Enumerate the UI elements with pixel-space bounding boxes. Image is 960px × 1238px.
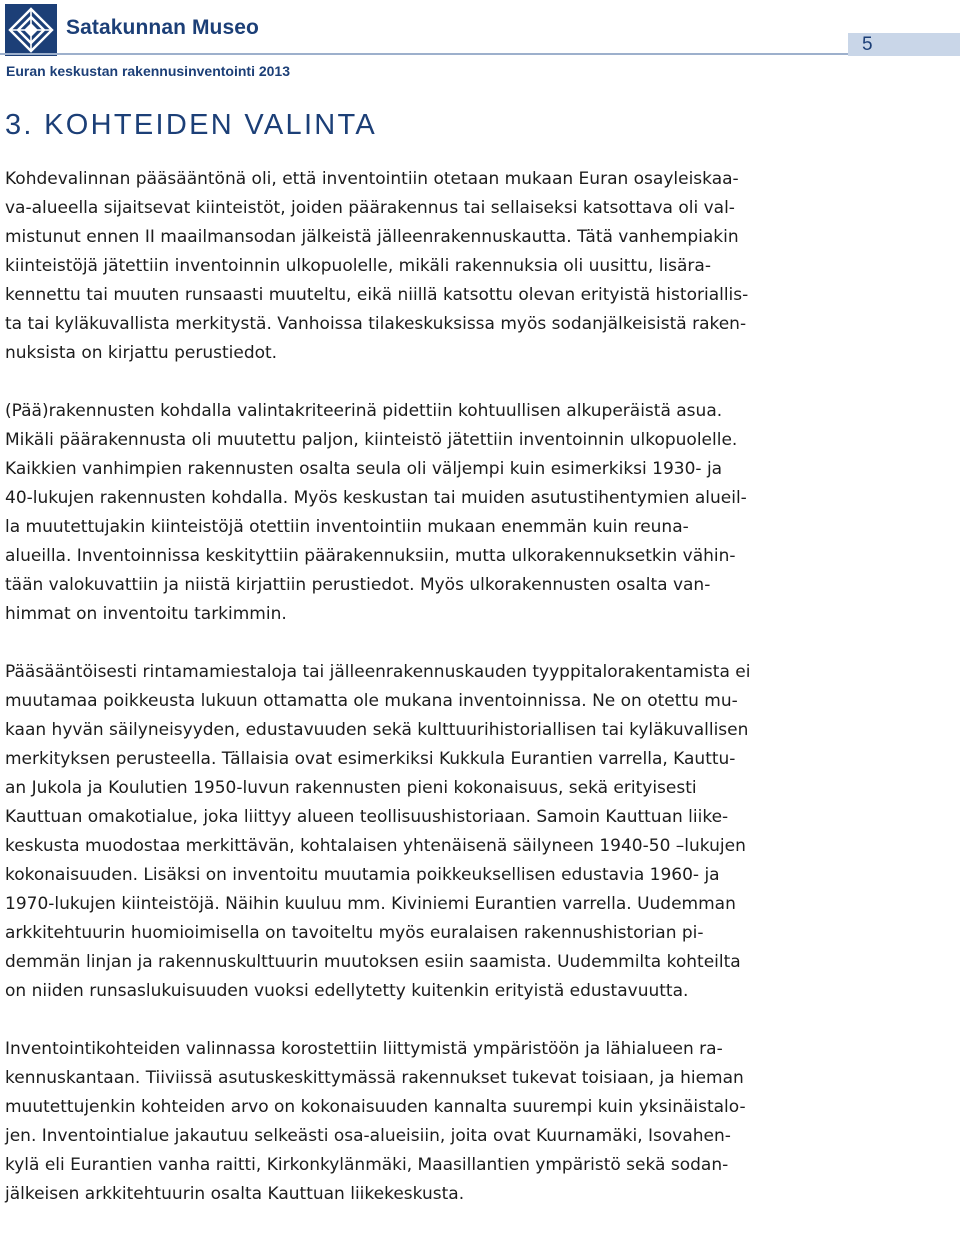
paragraph (5, 658, 955, 1006)
page-header (0, 0, 960, 90)
text-line: kennettu tai muuten runsaasti muuteltu, eikä niillä katsottu olevan erityistä historiallis- (5, 285, 749, 305)
text-line: nuksista on kirjattu perustiedot. (5, 343, 278, 363)
text-line: Kohdevalinnan pääsääntönä oli, että inventointiin otetaan mukaan Euran osayleiskaa- (5, 169, 739, 189)
paragraph (5, 165, 955, 368)
text-line: Kaikkien vanhimpien rakennusten osalta seula oli väljempi kuin esimerkiksi 1930- ja (5, 459, 723, 479)
section-heading: 3. KOHTEIDEN VALINTA (5, 109, 378, 141)
text-line: an Jukola ja Koulutien 1950-luvun rakennusten pieni kokonaisuus, sekä erityisesti (5, 778, 697, 798)
header-rule (0, 53, 848, 55)
text-line: kylä eli Eurantien vanha raitti, Kirkonkylänmäki, Maasillantien ympäristö sekä sodan- (5, 1155, 729, 1175)
text-line: 40-lukujen rakennusten kohdalla. Myös keskustan tai muiden asutustihentymien alueil- (5, 488, 747, 508)
text-line: muutamaa poikkeusta lukuun ottamatta ole mukana inventoinnissa. Ne on otettu mu- (5, 691, 738, 711)
text-line: keskusta muodostaa merkittävän, kohtalaisen yhtenäisenä säilyneen 1940-50 –lukujen (5, 836, 746, 856)
text-line: Pääsääntöisesti rintamamiestaloja tai jälleenrakennuskauden tyyppitalorakentamista ei (5, 662, 751, 682)
text-line: kennuskantaan. Tiiviissä asutuskeskittymässä rakennukset tukevat toisiaan, ja hieman (5, 1068, 744, 1088)
text-line: merkityksen perusteella. Tällaisia ovat esimerkiksi Kukkula Eurantien varrella, Kauttu- (5, 749, 736, 769)
text-line: kiinteistöjä jätettiin inventoinnin ulkopuolelle, mikäli rakennuksia oli uusittu, lisära- (5, 256, 711, 276)
text-line: kokonaisuuden. Lisäksi on inventoitu muutamia poikkeuksellisen edustavia 1960- ja (5, 865, 720, 885)
museum-brand-name: Satakunnan Museo (66, 16, 259, 39)
paragraph (5, 397, 955, 629)
text-line: kaan hyvän säilyneisyyden, edustavuuden sekä kulttuurihistoriallisen tai kyläkuvallisen (5, 720, 749, 740)
museum-logo-icon (5, 4, 57, 56)
text-line: jälkeisen arkkitehtuurin osalta Kauttuan liikekeskusta. (5, 1184, 465, 1204)
text-line: Kauttuan omakotialue, joka liittyy alueen teollisuushistoriaan. Samoin Kauttuan liike- (5, 807, 729, 827)
text-line: muutettujenkin kohteiden arvo on kokonaisuuden kannalta suurempi kuin yksinäistalo- (5, 1097, 746, 1117)
text-line: Inventointikohteiden valinnassa korostettiin liittymistä ympäristöön ja lähialueen ra- (5, 1039, 723, 1059)
text-line: alueilla. Inventoinnissa keskityttiin päärakennuksiin, mutta ulkorakennuksetkin vähin- (5, 546, 736, 566)
text-line: on niiden runsaslukuisuuden vuoksi edellytetty kuitenkin erityistä edustavuutta. (5, 981, 689, 1001)
text-line: arkkitehtuurin huomioimisella on tavoiteltu myös euralaisen rakennushistorian pi- (5, 923, 704, 943)
text-line: (Pää)rakennusten kohdalla valintakriteerinä pidettiin kohtuullisen alkuperäistä asua. (5, 401, 723, 421)
document-subtitle: Euran keskustan rakennusinventointi 2013 (6, 63, 290, 79)
page-number: 5 (862, 34, 873, 55)
text-line: ta tai kyläkuvallista merkitystä. Vanhoissa tilakeskuksissa myös sodanjälkeisistä raken- (5, 314, 747, 334)
text-line: la muutettujakin kiinteistöjä otettiin inventointiin mukaan enemmän kuin reuna- (5, 517, 689, 537)
paragraph (5, 1035, 955, 1209)
text-line: demmän linjan ja rakennuskulttuurin muutoksen esiin saamista. Uudemmilta kohteilta (5, 952, 741, 972)
text-line: jen. Inventointialue jakautuu selkeästi osa-alueisiin, joita ovat Kuurnamäki, Isovahen- (5, 1126, 731, 1146)
text-line: tään valokuvattiin ja niistä kirjattiin perustiedot. Myös ulkorakennusten osalta van- (5, 575, 711, 595)
text-line: 1970-lukujen kiinteistöjä. Näihin kuuluu mm. Kiviniemi Eurantien varrella. Uudemman (5, 894, 736, 914)
body-text (5, 165, 955, 1238)
text-line: va-alueella sijaitsevat kiinteistöt, joiden päärakennus tai sellaiseksi katsottava oli val- (5, 198, 735, 218)
text-line: himmat on inventoitu tarkimmin. (5, 604, 287, 624)
text-line: Mikäli päärakennusta oli muutettu paljon, kiinteistö jätettiin inventoinnin ulkopuolelle. (5, 430, 738, 450)
text-line: mistunut ennen II maailmansodan jälkeistä jälleenrakennuskautta. Tätä vanhempiakin (5, 227, 739, 247)
